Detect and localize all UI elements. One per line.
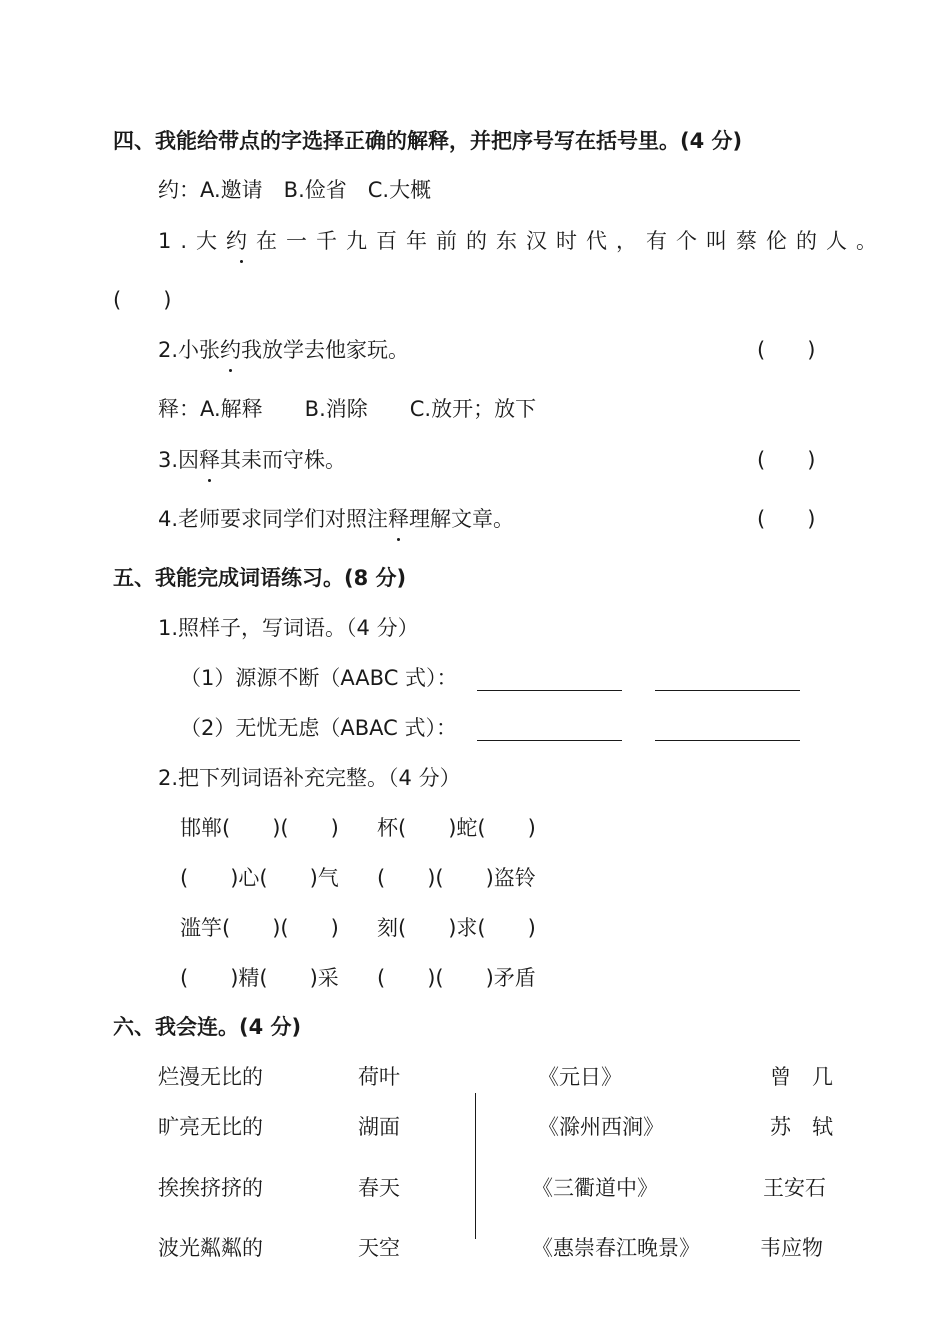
dotted-char: 约: [220, 338, 242, 362]
dotted-char: 释: [388, 507, 410, 531]
sub-question-1: 1.照样子，写词语。（4 分）: [158, 616, 419, 640]
section5-title: 五、我能完成词语练习。(8 分): [113, 566, 407, 590]
question-3-prefix: 3.因: [158, 448, 200, 472]
question-1-text: 在一千九百年前的东汉时代，有个叫蔡伦的人。: [256, 229, 887, 253]
question-4-text: 理解文章。: [409, 507, 515, 531]
answer-paren-2[interactable]: ( ): [757, 338, 816, 362]
section6-title: 六、我会连。(4 分): [113, 1015, 302, 1039]
item-1-label: （1）源源不断（AABC 式）：: [180, 666, 458, 690]
match-poem[interactable]: 《元日》: [538, 1065, 622, 1089]
question-2-text: 我放学去他家玩。: [241, 338, 410, 362]
match-phrase[interactable]: 挨挨挤挤的: [158, 1176, 263, 1200]
answer-paren-3[interactable]: ( ): [757, 448, 816, 472]
answer-blank[interactable]: [477, 740, 622, 741]
answer-paren-4[interactable]: ( ): [757, 507, 816, 531]
match-poet[interactable]: 王安石: [763, 1176, 826, 1200]
match-poet[interactable]: 苏 轼: [770, 1115, 833, 1139]
match-poet[interactable]: 韦应物: [760, 1236, 823, 1260]
match-phrase[interactable]: 旷亮无比的: [158, 1115, 263, 1139]
match-poem[interactable]: 《三衢道中》: [532, 1176, 658, 1200]
idiom-blank[interactable]: 邯郸( )( ): [180, 816, 339, 840]
divider-line: [475, 1093, 476, 1239]
dotted-char: 释: [199, 448, 221, 472]
sub-question-2: 2.把下列词语补充完整。（4 分）: [158, 766, 461, 790]
answer-blank[interactable]: [655, 690, 800, 691]
question-4-prefix: 4.老师要求同学们对照注: [158, 507, 389, 531]
question-3: [158, 447, 346, 473]
item-2-label: （2）无忧无虑（ABAC 式）：: [180, 716, 457, 740]
question-2-prefix: 2.小张: [158, 338, 221, 362]
idiom-blank[interactable]: ( )精( )采: [180, 966, 339, 990]
match-noun[interactable]: 春天: [358, 1176, 400, 1200]
question-2: [158, 337, 409, 363]
shi-options: 释：A.解释 B.消除 C.放开；放下: [158, 397, 537, 421]
match-phrase[interactable]: 波光粼粼的: [158, 1236, 263, 1260]
dotted-char: 约: [226, 229, 257, 253]
idiom-blank[interactable]: ( )( )矛盾: [377, 966, 536, 990]
yue-options: 约：A.邀请 B.俭省 C.大概: [158, 178, 432, 202]
answer-blank[interactable]: [477, 690, 622, 691]
match-phrase[interactable]: 烂漫无比的: [158, 1065, 263, 1089]
idiom-blank[interactable]: 杯( )蛇( ): [377, 816, 536, 840]
question-1-prefix: 1.大: [158, 229, 227, 253]
idiom-blank[interactable]: 刻( )求( ): [377, 916, 536, 940]
answer-blank[interactable]: [655, 740, 800, 741]
question-3-text: 其耒而守株。: [220, 448, 347, 472]
idiom-blank[interactable]: ( )( )盗铃: [377, 866, 536, 890]
question-4: [158, 506, 514, 532]
answer-paren-1[interactable]: ( ): [113, 288, 172, 312]
match-poet[interactable]: 曾 几: [770, 1065, 833, 1089]
match-poem[interactable]: 《滁州西涧》: [538, 1115, 664, 1139]
match-noun[interactable]: 荷叶: [358, 1065, 400, 1089]
idiom-blank[interactable]: ( )心( )气: [180, 866, 339, 890]
match-noun[interactable]: 天空: [358, 1236, 400, 1260]
idiom-blank[interactable]: 滥竽( )( ): [180, 916, 339, 940]
match-poem[interactable]: 《惠崇春江晚景》: [532, 1236, 700, 1260]
match-noun[interactable]: 湖面: [358, 1115, 400, 1139]
section4-title: 四、我能给带点的字选择正确的解释，并把序号写在括号里。(4 分): [113, 129, 743, 153]
question-1: [158, 228, 886, 254]
